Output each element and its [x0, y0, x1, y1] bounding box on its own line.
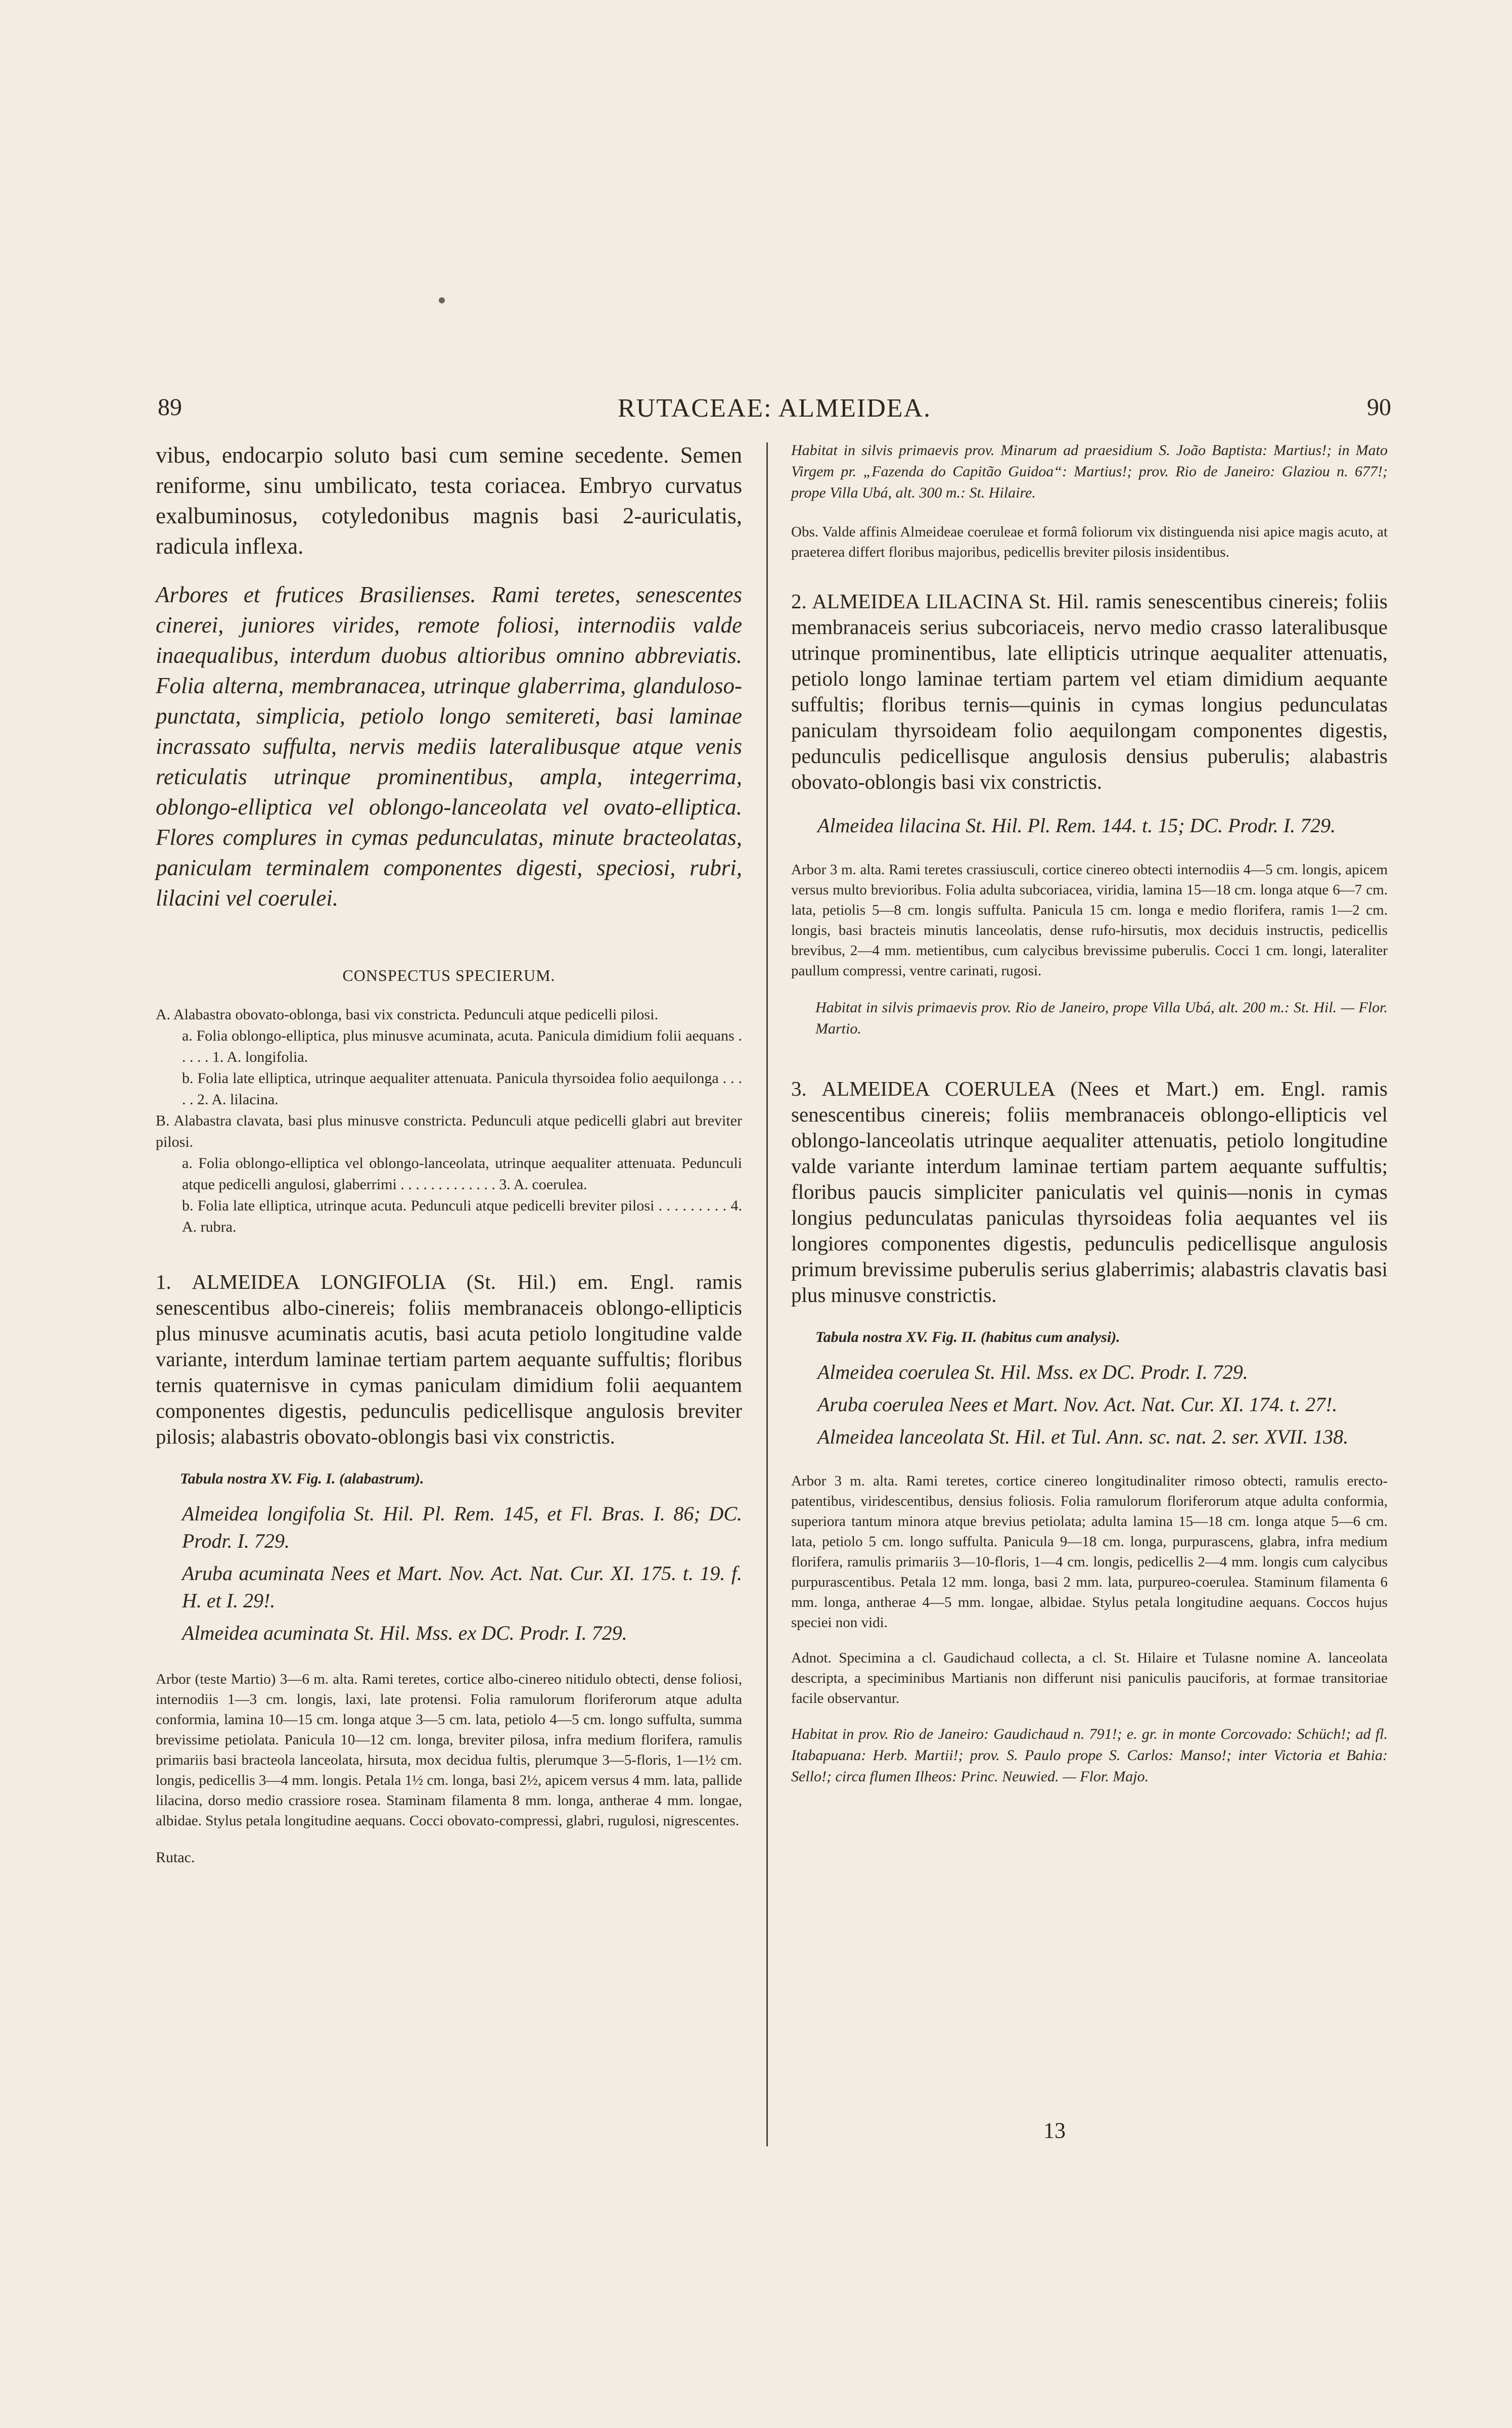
species-3-heading: 3. ALMEIDEA COERULEA (Nees et Mart.) em. Engl. — [791, 1077, 1325, 1100]
right-column — [791, 440, 1388, 1787]
species-3-citations — [791, 1359, 1388, 1451]
signature-rutac: Rutac. — [156, 1849, 195, 1866]
citation: Almeidea lanceolata St. Hil. et Tul. Ann. sc. nat. 2. ser. XVII. 138. — [817, 1425, 1349, 1448]
signature-mark: 13 — [1043, 2118, 1066, 2143]
conspectus-line: b. Folia late elliptica, utrinque acuta. Pedunculi atque pedicelli breviter pilosi . . . . . . . . . 4. A. rubra. — [182, 1197, 742, 1235]
species-2-description — [791, 589, 1388, 795]
species-1-heading: 1. ALMEIDEA LONGIFOLIA (St. Hil.) em. Engl. — [156, 1270, 675, 1293]
conspectus-line: a. Folia oblongo-elliptica vel oblongo-lanceolata, utrinque aequaliter attenuata. Pedunculi atque pedicelli angulosi, glaberrimi . . . . . . . . . . . . . 3. A. coerulea. — [182, 1155, 742, 1193]
species-3-tabula: Tabula nostra XV. Fig. II. (habitus cum analysi). — [815, 1329, 1120, 1345]
species-1-diagnosis: ramis senescentibus albo-cinereis; foliis membranaceis oblongo-ellipticis plus minusve acuminatis acutis, basi acuta petiolo longitudine valde variante, interdum laminae tertiam partem aequante suffultis; floribus ternis quaternisve in cymas paniculam dimidium folii aequantem componentes digestis, pedunculis pedicellisque angulosis breviter pilosis; alabastris obovato-oblongis basi vix constrictis. — [156, 1270, 742, 1448]
page-number-right: 90 — [1367, 394, 1391, 421]
species-2-habitat: Habitat in silvis primaevis prov. Rio de Janeiro, prope Villa Ubá, alt. 200 m.: St. Hil. — Flor. Martio. — [815, 999, 1388, 1037]
citation: Almeidea coerulea St. Hil. Mss. ex DC. Prodr. I. 729. — [817, 1361, 1248, 1383]
conspectus-title: CONSPECTUS SPECIERUM. — [342, 966, 556, 984]
species-3-description — [791, 1076, 1388, 1308]
conspectus-line: B. Alabastra clavata, basi plus minusve constricta. Pedunculi atque pedicelli glabri aut breviter pilosi. — [156, 1112, 742, 1150]
species-2-arbor: Arbor 3 m. alta. Rami teretes crassiusculi, cortice cinereo obtecti internodiis 4—5 cm. longis, apicem versus multo brevioribus. Folia adulta subcoriacea, viridia, lamina 15—18 cm. longa atque 6—7 cm. lata, petiolis 5—8 cm. longis suffulta. Panicula 15 cm. longa e medio florifera, ramis 1—2 cm. longis, basi bracteis minutis lanceolatis, dense rufo-hirsutis, mox deciduis instructis, pedicellis brevibus, 2—4 mm. metientibus, cum calycibus brevissime puberulis. Cocci 1 cm. longi, lateraliter paullum compressi, ventre carinati, rugosi. — [791, 862, 1388, 979]
genus-description: Arbores et frutices Brasilienses. Rami teretes, senescentes cinerei, juniores virides, remote foliosi, internodiis valde inaequalibus, interdum duobus altioribus omnino abbreviatis. Folia alterna, membranacea, utrinque glaberrima, glanduloso-punctata, simplicia, petiolo longo semitereti, basi laminae incrassato suffulta, nervis mediis lateralibusque atque venis reticulatis utrinque prominentibus, ampla, integerrima, oblongo-elliptica vel oblongo-lanceolata vel ovato-elliptica. Flores complures in cymas pedunculatas, minute bracteolatas, paniculam terminalem componentes digesti, speciosi, rubri, lilacini vel coerulei. — [156, 582, 742, 911]
citation: Almeidea longifolia St. Hil. Pl. Rem. 145, et Fl. Bras. I. 86; DC. Prodr. I. 729. — [182, 1502, 742, 1552]
ink-dot — [439, 297, 445, 303]
conspectus-line: a. Folia oblongo-elliptica, plus minusve acuminata, acuta. Panicula dimidium folii aequans . . . . . 1. A. longifolia. — [182, 1027, 742, 1065]
running-title: RUTACEAE: ALMEIDEA. — [617, 394, 932, 423]
species-1-habitat: Habitat in silvis primaevis prov. Minarum ad praesidium S. João Baptista: Martius!; in Mato Virgem pr. „Fazenda do Capitão Guidoa“: Martius!; prov. Rio de Janeiro: Glaziou n. 677!; prope Villa Ubá, alt. 300 m.: St. Hilaire. — [791, 442, 1388, 501]
page-number-left: 89 — [158, 394, 182, 421]
citation: Aruba coerulea Nees et Mart. Nov. Act. Nat. Cur. XI. 174. t. 27!. — [817, 1393, 1338, 1416]
column-divider — [766, 442, 768, 2146]
annotation: Adnot. Specimina a cl. Gaudichaud collecta, a cl. St. Hilaire et Tulasne nomine A. lanceolata descripta, a speciminibus Martianis non differunt nisi paniculis pauciforis, at formae transitoriae facile observantur. — [791, 1650, 1388, 1706]
citation: Almeidea acuminata St. Hil. Mss. ex DC. Prodr. I. 729. — [182, 1622, 627, 1644]
species-3-diagnosis: ramis senescentibus cinereis; foliis membranaceis oblongo-ellipticis vel oblongo-lanceolatis utrinque aequaliter attenuatis, petiolo longitudine valde variante interdum laminae tertiam partem aequante suffultis; floribus paucis simpliciter paniculatis vel quinis—nonis in cymas longius pedunculatas paniculas thyrsoideas folia aequantes vel iis longiores componentes digestis, pedunculis pedicellisque angulosis primum brevissime puberulis serius glaberrimis; alabastris clavatis basi plus minusve constrictis. — [791, 1077, 1388, 1307]
conspectus — [156, 965, 742, 1238]
left-column — [156, 440, 742, 1866]
species-2-heading: 2. ALMEIDEA LILACINA St. Hil. — [791, 590, 1089, 613]
page-header — [158, 393, 1391, 429]
conspectus-line: A. Alabastra obovato-oblonga, basi vix constricta. Pedunculi atque pedicelli pilosi. — [156, 1006, 658, 1023]
citation: Aruba acuminata Nees et Mart. Nov. Act. Nat. Cur. XI. 175. t. 19. f. H. et I. 29!. — [182, 1562, 742, 1612]
observation: Obs. Valde affinis Almeideae coeruleae et formâ foliorum vix distinguenda nisi apice magis acuto, at praeterea differt floribus majoribus, pedicellis breviter pilosis insidentibus. — [791, 524, 1388, 560]
conspectus-line: b. Folia late elliptica, utrinque aequaliter attenuata. Panicula thyrsoidea folio aequilonga . . . . . 2. A. lilacina. — [182, 1070, 742, 1108]
species-1-description — [156, 1269, 742, 1450]
species-1-tabula: Tabula nostra XV. Fig. I. (alabastrum). — [180, 1470, 424, 1487]
species-2-citation: Almeidea lilacina St. Hil. Pl. Rem. 144. t. 15; DC. Prodr. I. 729. — [817, 814, 1336, 837]
species-1-citations — [156, 1500, 742, 1647]
species-3-habitat: Habitat in prov. Rio de Janeiro: Gaudichaud n. 791!; e. gr. in monte Corcovado: Schüch!; ad fl. Itabapuana: Herb. Martii!; prov. S. Paulo prope S. Carlos: Manso!; inter Victoria et Bahia: Sello!; circa flumen Ilheos: Princ. Neuwied. — Flor. Majo. — [791, 1726, 1388, 1785]
intro-paragraph: vibus, endocarpio soluto basi cum semine secedente. Semen reniforme, sinu umbilicato, testa coriacea. Embryo curvatus exalbuminosus, cotyledonibus magnis basi 2-auriculatis, radicula inflexa. — [156, 442, 742, 559]
species-2-diagnosis: ramis senescentibus cinereis; foliis membranaceis serius subcoriaceis, nervo medio crasso lateralibusque utrinque prominentibus, late ellipticis utrinque aequaliter attenuatis, petiolo longo laminae tertiam partem vel etiam dimidium aequante suffultis; floribus ternis—quinis in cymas longius pedunculatas paniculam thyrsoideam folio aequilongam componentes digestis, pedunculis pedicellisque angulosis densius puberulis; alabastris obovato-oblongis basi vix constrictis. — [791, 590, 1388, 793]
species-1-arbor: Arbor (teste Martio) 3—6 m. alta. Rami teretes, cortice albo-cinereo nitidulo obtecti, dense foliosi, internodiis 1—3 cm. longis, laxi, late protensi. Folia ramulorum floriferorum atque adulta conformia, lamina 10—15 cm. longa atque 3—5 cm. lata, petiolo 4—5 cm. longo suffulta, summa brevissime petiolata. Panicula 10—12 cm. longa, breviter pilosa, infra medium florifera, ramulis primariis basi bracteola lanceolata, hirsuta, mox decidua fultis, plerumque 3—5-floris, 1—1½ cm. longis, pedicellis 3—4 mm. longis. Petala 1½ cm. longa, basi 2½, apicem versus 4 mm. lata, pallide lilacina, dorso medio crassiore rosea. Staminam filamenta 8 mm. longa, antherae 4 mm. longae, albidae. Stylus petala longitudine aequans. Cocci obovato-compressi, glabri, rugulosi, nigrescentes. — [156, 1671, 742, 1829]
species-3-arbor: Arbor 3 m. alta. Rami teretes, cortice cinereo longitudinaliter rimoso obtecti, ramulis erecto-patentibus, viridescentibus, densius foliosis. Folia ramulorum floriferorum atque adulta conformia, superiora tantum minora atque brevius petiolata; adulta lamina 15—18 cm. longa atque 5—6 cm. lata, petiolo 5 cm. longo suffulta. Panicula 9—18 cm. longa, purpurascens, glabra, infra medium florifera, ramulis primariis 3—10-floris, 1—4 cm. longis, pedicellis 2—4 mm. longis cum calycibus purpurascentibus. Petala 12 mm. longa, basi 2 mm. lata, purpureo-coerulea. Staminum filamenta 6 mm. longa, antherae 4—5 mm. longae, albidae. Stylus petala longitudine aequans. Coccos hujus speciei non vidi. — [791, 1473, 1388, 1631]
